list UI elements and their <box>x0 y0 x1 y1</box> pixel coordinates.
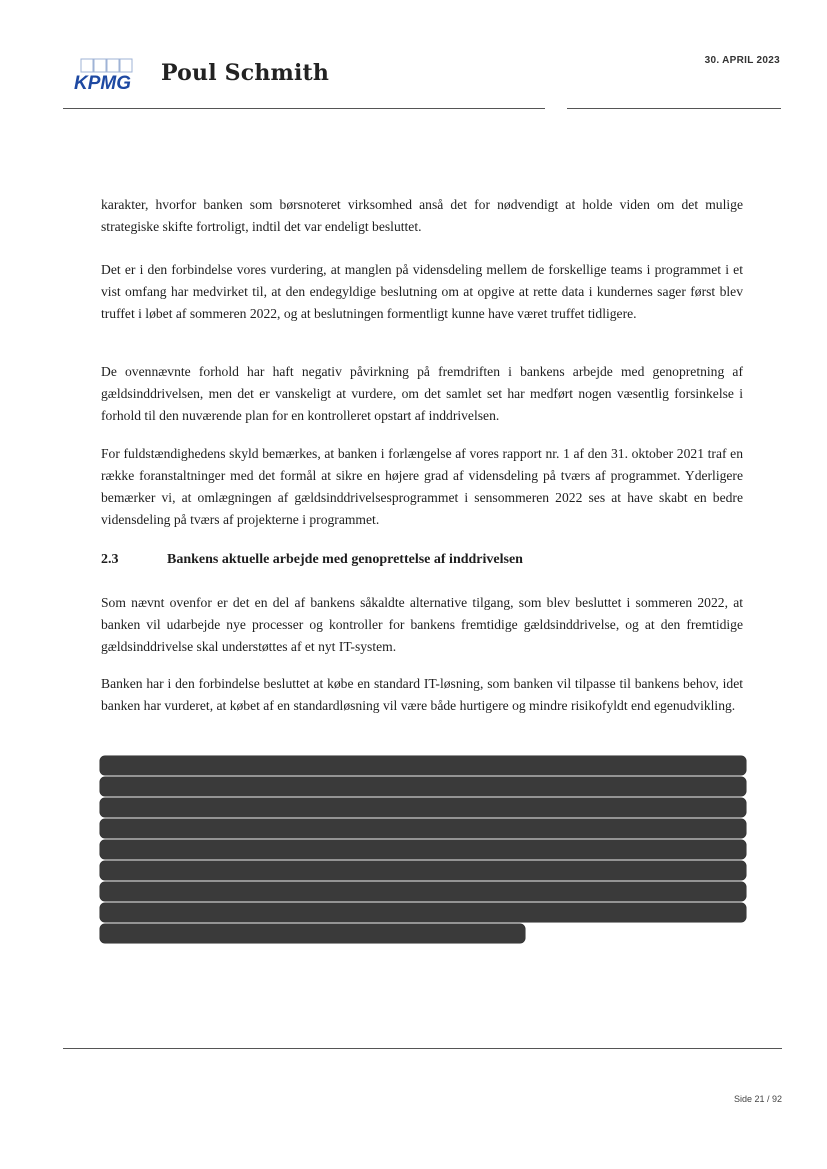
page-number: Side 21 / 92 <box>733 1094 782 1104</box>
redaction-bar <box>100 756 746 775</box>
redaction-bar <box>100 903 746 922</box>
document-date: 30. APRIL 2023 <box>704 55 780 66</box>
redaction-bar <box>100 798 746 817</box>
header-rule-right <box>567 108 781 109</box>
paragraph-1: karakter, hvorfor banken som børsnoteret virksomhed anså det for nødvendigt at holde viden om det mulige strategiske skifte fortroligt, indtil det var endeligt besluttet. <box>101 197 743 234</box>
redaction-bar <box>100 840 746 859</box>
kpmg-logo-text: KPMG <box>74 73 131 92</box>
paragraph-3: De ovennævnte forhold har haft negativ påvirkning på fremdriften i bankens arbejde med genopretning af gældsinddrivelsen, men det er vanskeligt at vurdere, om det samlet set har medført nogen væsentlig forsinkelse i forhold til den nuværende plan for en kontrolleret opstart af inddrivelsen. <box>101 364 743 423</box>
redaction-bar <box>100 882 746 901</box>
paragraph-2: Det er i den forbindelse vores vurdering, at manglen på vidensdeling mellem de forskellige teams i programmet i et vist omfang har medvirket til, at den endegyldige beslutning om at opgive at rette data i kundernes sager først blev truffet i løbet af sommeren 2022, og at beslutningen formentligt kunne have været truffet tidligere. <box>101 262 743 321</box>
footer-rule <box>63 1048 782 1049</box>
redaction-bar <box>100 861 746 880</box>
kpmg-logo <box>73 58 139 92</box>
redaction-bar <box>100 924 525 943</box>
section-number: 2.3 <box>101 552 119 567</box>
section-paragraph-1: Som nævnt ovenfor er det en del af bankens såkaldte alternative tilgang, som blev besluttet i sommeren 2022, at banken vil udarbejde nye processer og kontroller for bankens fremtidige gældsinddrivelse, og at den fremtidige gældsinddrivelse skal understøttes af et nyt IT-system. <box>101 595 743 654</box>
section-paragraph-2: Banken har i den forbindelse besluttet at købe en standard IT-løsning, som banken vil tilpasse til bankens behov, idet banken har vurderet, at købet af en standardløsning vil være både hurtigere og mindre risikofyldt end egenudvikling. <box>101 676 743 713</box>
section-heading <box>101 552 743 568</box>
redaction-bar <box>100 819 746 838</box>
section-title: Bankens aktuelle arbejde med genoprettelse af inddrivelsen <box>167 552 523 567</box>
paragraph-4: For fuldstændighedens skyld bemærkes, at banken i forlængelse af vores rapport nr. 1 af den 31. oktober 2021 traf en række foranstaltninger med det formål at sikre en højere grad af vidensdeling på tværs af programmet. Yderligere bemærker vi, at omlægningen af gældsinddrivelsesprogrammet i sensommeren 2022 ses at have skabt en bedre vidensdeling på tværs af projekterne i programmet. <box>101 446 743 527</box>
header-rule-left <box>63 108 545 109</box>
firm-name: Poul Schmith <box>161 60 330 86</box>
redaction-bar <box>100 777 746 796</box>
